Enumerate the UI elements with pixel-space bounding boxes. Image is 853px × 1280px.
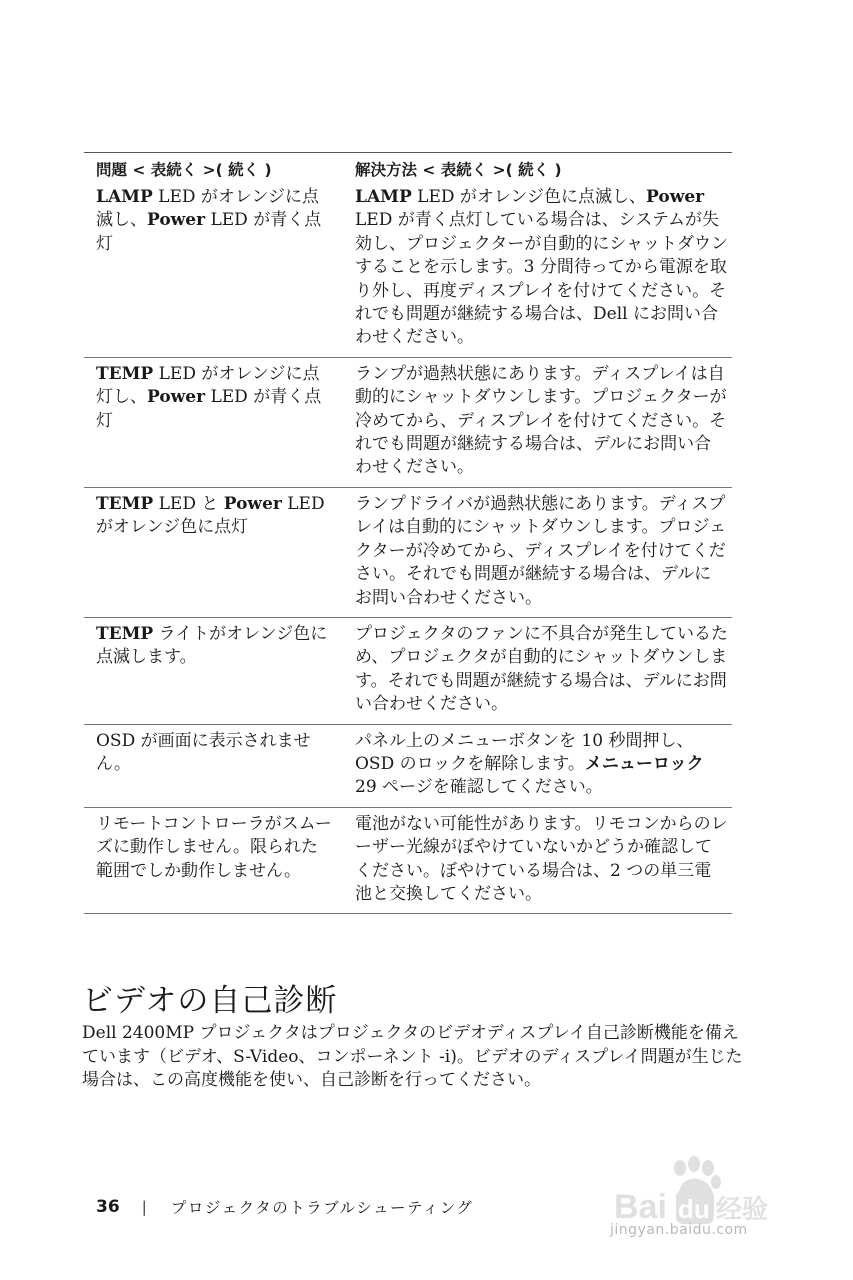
watermark-brand-cn: 经验 [716,1195,769,1225]
solution-post: 29 ページを確認してください。 [355,777,603,798]
header-solution: 解決方法 < 表続く >( 続く ) [355,161,562,179]
problem-cell: OSD が画面に表示されません。 [96,730,311,774]
problem-bold: TEMP [96,623,154,644]
footer-separator: | [141,1198,147,1216]
page-footer [96,1196,473,1218]
solution-cell [343,181,732,357]
problem-bold2: Power [223,493,282,514]
table-row [84,808,732,915]
problem-rest: LED がオレンジに点灯し、 [96,363,320,408]
problem-rest: LED と [153,493,224,514]
solution-rest: LED がオレンジ色に点滅し、 [411,187,647,207]
solution-bold2: Power [646,187,705,207]
menu-lock-reference: メニューロック [584,753,704,774]
problem-bold: TEMP [96,493,154,514]
header-problem: 問題 < 表続く >( 続く ) [96,161,272,179]
problem-rest: ライトがオレンジ色に点滅します。 [96,623,328,668]
solution-tail: LED が青く点灯している場合は、システムが失効し、プロジェクターが自動的にシャットダウンすることを示します。3 分間待ってから電源を取り外し、再度ディスプレイを付けてください。それでも問題が継続する場合は、Dell にお問い合わせください。 [355,210,728,348]
table-row [84,725,732,808]
problem-cell [84,618,343,724]
table-header-row [84,153,732,181]
problem-bold2: Power [147,210,206,231]
table-row [84,618,732,725]
problem-bold2: Power [147,387,206,408]
problem-bold: TEMP [96,363,154,384]
footer-chapter-title: プロジェクタのトラブルシューティング [170,1199,474,1217]
problem-bold: LAMP [96,187,153,207]
solution-cell: 電池がない可能性があります。リモコンからのレーザー光線がぼやけていないかどうか確認してください。ぼやけている場合は、2 つの単三電池と交換してください。 [355,813,728,904]
watermark-brand-du: du [678,1194,710,1224]
section-heading: ビデオの自己診断 [82,983,338,1019]
problem-cell [84,358,343,487]
troubleshooting-table [84,152,732,914]
table-row [84,358,732,488]
problem-cell [84,488,343,617]
problem-tail: LED がオレンジ色に点灯 [96,493,325,538]
problem-cell: リモートコントローラがスムーズに動作しません。限られた範囲でしか動作しません。 [96,813,332,881]
solution-cell: ランプが過熱状態にあります。ディスプレイは自動的にシャットダウンします。プロジェクターが冷めてから、ディスプレイを付けてください。それでも問題が継続する場合は、デルにお問い合わせください。 [355,363,727,478]
watermark-url: jingyan.baidu.com [610,1222,748,1238]
section-paragraph: Dell 2400MP プロジェクタはプロジェクタのビデオディスプレイ自己診断機能を備えています（ビデオ、S-Video、コンポーネント -i)。ビデオのディスプレイ問題が生じた場合は、この高度機能を使い、自己診断を行ってください。 [82,1023,743,1090]
problem-cell [84,181,343,357]
problem-rest: LED がオレンジに点滅し、 [96,187,320,231]
solution-cell: ランプドライバが過熱状態にあります。ディスプレイは自動的にシャットダウンします。プロジェクターが冷めてから、ディスプレイを付けてください。それでも問題が継続する場合は、デルにお問い合わせください。 [355,493,727,608]
solution-cell [343,725,732,807]
problem-tail: LED が青く点灯 [96,210,322,254]
watermark-brand-latin: Bai [614,1188,667,1226]
solution-pre: パネル上のメニューボタンを 10 秒間押し、OSD のロックを解除します。 [355,730,694,774]
table-row [84,488,732,618]
solution-bold: LAMP [355,187,412,207]
solution-cell: プロジェクタのファンに不具合が発生しているため、プロジェクタが自動的にシャットダウンします。それでも問題が継続する場合は、デルにお問い合わせください。 [355,623,728,715]
problem-tail: LED が青く点灯 [96,387,322,431]
table-row [84,181,732,358]
page-number: 36 [96,1197,120,1217]
